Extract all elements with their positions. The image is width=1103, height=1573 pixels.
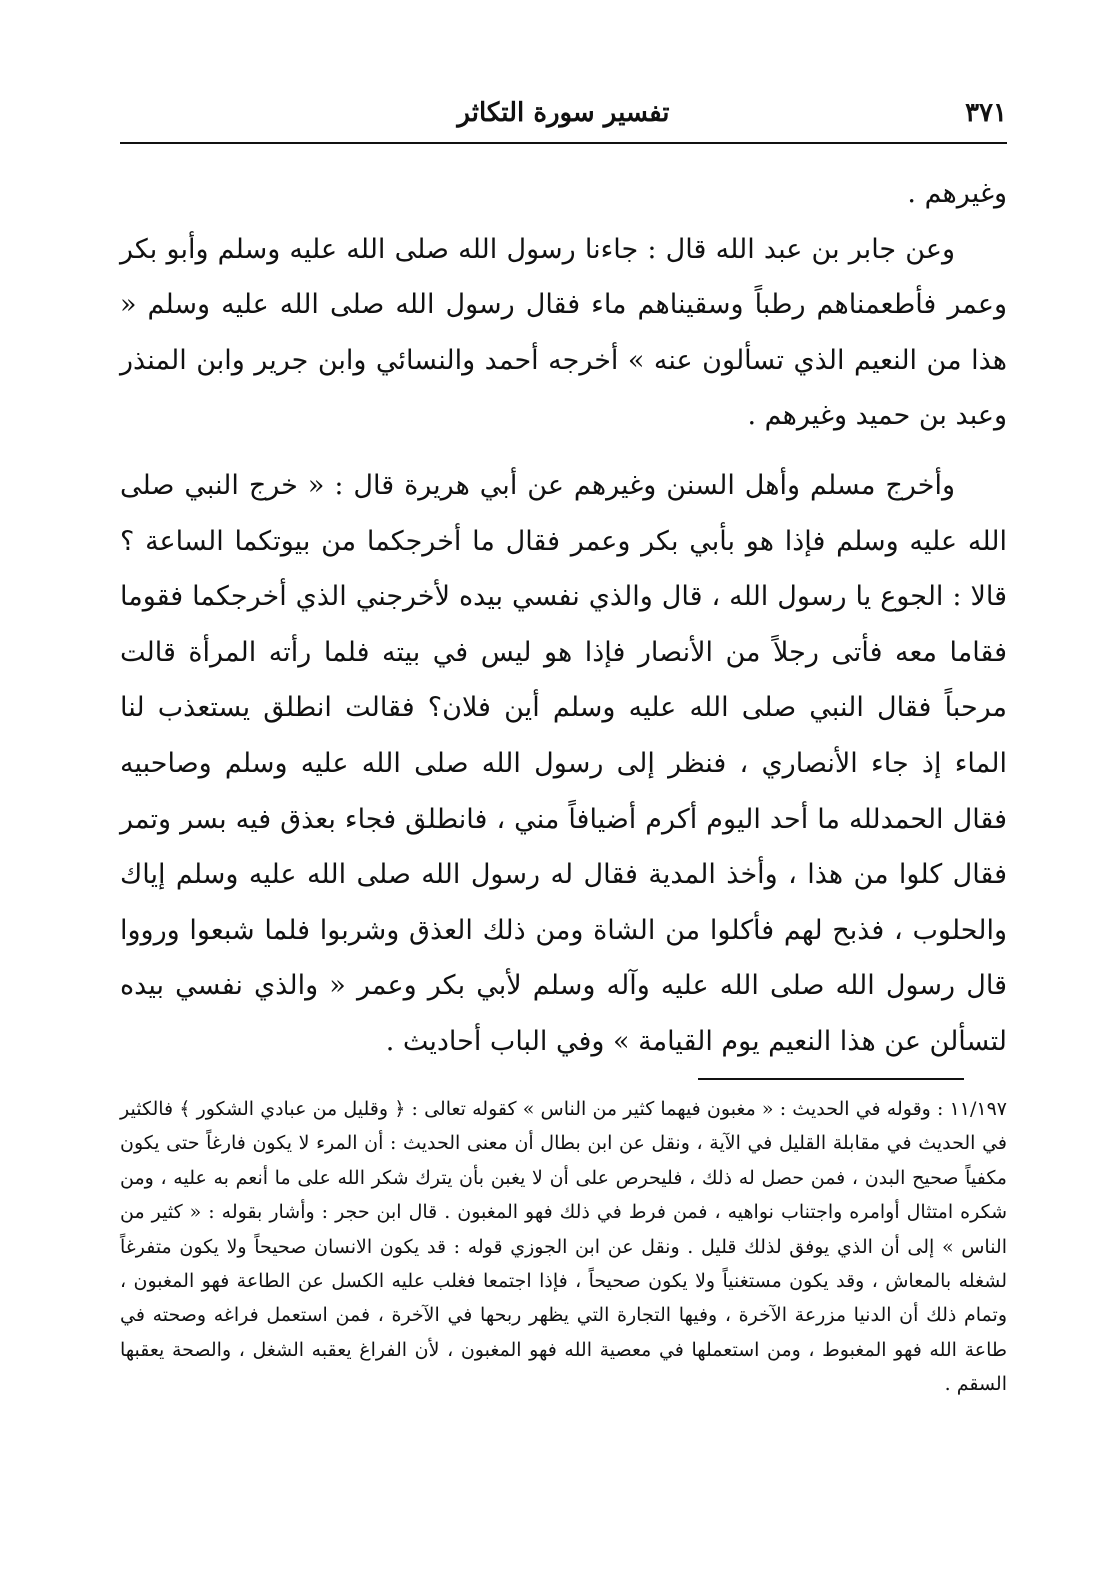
footnote-rule [698, 1078, 964, 1080]
main-text [120, 166, 1007, 1070]
footnotes [120, 1092, 1007, 1402]
header-title: تفسير سورة التكاثر [457, 98, 670, 128]
paragraph-abu-hurayra-hadith: وأخرج مسلم وأهل السنن وغيرهم عن أبي هريرة قال : « خرج النبي صلى الله عليه وسلم فإذا هو بأبي بكر وعمر فقال ما أخرجكما من بيوتكما الساعة ؟ قالا : الجوع يا رسول الله ، قال والذي نفسي بيده لأخرجني الذي أخرجكما فقوما فقاما معه فأتى رجلاً من الأنصار فإذا هو ليس في بيته فلما رأته المرأة قالت مرحباً فقال النبي صلى الله عليه وسلم أين فلان؟ فقالت انطلق يستعذب لنا الماء إذ جاء الأنصاري ، فنظر إلى رسول الله صلى الله عليه وسلم وصاحبيه فقال الحمدلله ما أحد اليوم أكرم أضيافاً مني ، فانطلق فجاء بعذق فيه بسر وتمر فقال كلوا من هذا ، وأخذ المدية فقال له رسول الله صلى الله عليه وسلم إياك والحلوب ، فذبح لهم فأكلوا من الشاة ومن ذلك العذق وشربوا فلما شبعوا ورووا قال رسول الله صلى الله عليه وآله وسلم لأبي بكر وعمر « والذي نفسي بيده لتسألن عن هذا النعيم يوم القيامة » وفي الباب أحاديث . [120, 469, 1007, 1057]
paragraph-continuation: وغيرهم . [907, 178, 1007, 209]
header-rule [120, 142, 1007, 144]
paragraph-jabir-hadith: وعن جابر بن عبد الله قال : جاءنا رسول الله صلى الله عليه وسلم وأبو بكر وعمر فأطعمناهم رطباً وسقيناهم ماء فقال رسول الله صلى الله عليه وسلم « هذا من النعيم الذي تسألون عنه » أخرجه أحمد والنسائي وابن جرير وابن المنذر وعبد بن حميد وغيرهم . [120, 233, 1007, 432]
footnote: ١١/١٩٧ : وقوله في الحديث : « مغبون فيهما كثير من الناس » كقوله تعالى : ﴿ وقليل من عبادي الشكور ﴾ فالكثير في الحديث في مقابلة القليل في الآية ، ونقل عن ابن بطال أن معنى الحديث : أن المرء لا يكون فارغاً حتى يكون مكفياً صحيح البدن ، فمن حصل له ذلك ، فليحرص على أن لا يغبن بأن يترك شكر الله على ما أنعم به عليه ، ومن شكره امتثال أوامره واجتناب نواهيه ، فمن فرط في ذلك فهو المغبون . قال ابن حجر : وأشار بقوله : « كثير من الناس » إلى أن الذي يوفق لذلك قليل . ونقل عن ابن الجوزي قوله : قد يكون الانسان صحيحاً ولا يكون متفرغاً لشغله بالمعاش ، وقد يكون مستغنياً ولا يكون صحيحاً ، فإذا اجتمعا فغلب عليه الكسل عن الطاعة فهو المغبون ، وتمام ذلك أن الدنيا مزرعة الآخرة ، وفيها التجارة التي يظهر ربحها في الآخرة ، فمن استعمل فراغه وصحته في طاعة الله فهو المغبوط ، ومن استعملها في معصية الله فهو المغبون ، لأن الفراغ يعقبه الشغل ، والصحة يعقبها السقم . [120, 1098, 1007, 1396]
page-number: ٣٧١ [965, 98, 1007, 128]
running-header [120, 92, 1007, 142]
